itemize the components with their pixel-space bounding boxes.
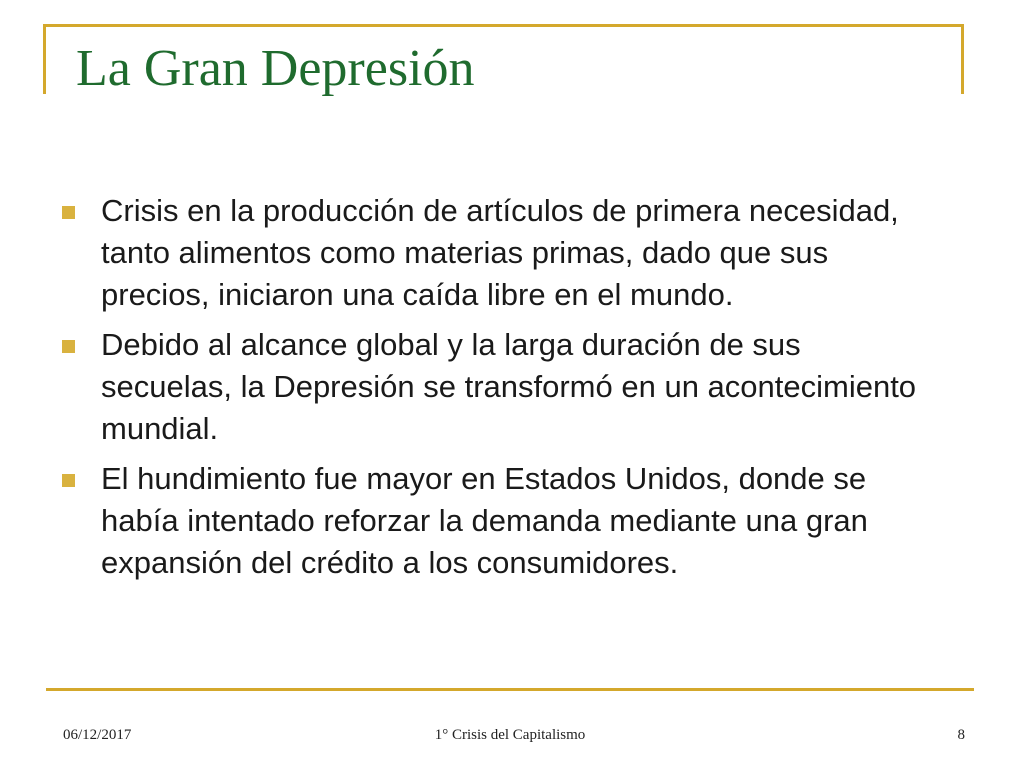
bullet-text: Crisis en la producción de artículos de primera necesidad, tanto alimentos como materias primas, dado que sus precios, iniciaron una caída libre en el mundo. [101,193,899,312]
footer-title: 1° Crisis del Capitalismo [434,727,586,743]
frame-left-line [43,24,46,94]
bullet-item [60,324,930,450]
bullet-item [60,458,930,584]
footer-date: 06/12/2017 [63,727,132,743]
bullet-list [60,190,930,592]
square-bullet-icon [62,340,75,353]
bullet-text: Debido al alcance global y la larga duración de sus secuelas, la Depresión se transformó en un acontecimiento mundial. [101,327,917,446]
square-bullet-icon [62,474,75,487]
bullet-text: El hundimiento fue mayor en Estados Unidos, donde se había intentado reforzar la demanda mediante una gran expansión del crédito a los consumidores. [101,461,868,580]
frame-top-line [43,24,963,27]
frame-right-line [961,24,964,94]
frame-bottom-line [46,688,974,691]
square-bullet-icon [62,206,75,219]
page-number: 8 [957,727,965,743]
bullet-item [60,190,930,316]
slide-title: La Gran Depresión [76,40,475,97]
